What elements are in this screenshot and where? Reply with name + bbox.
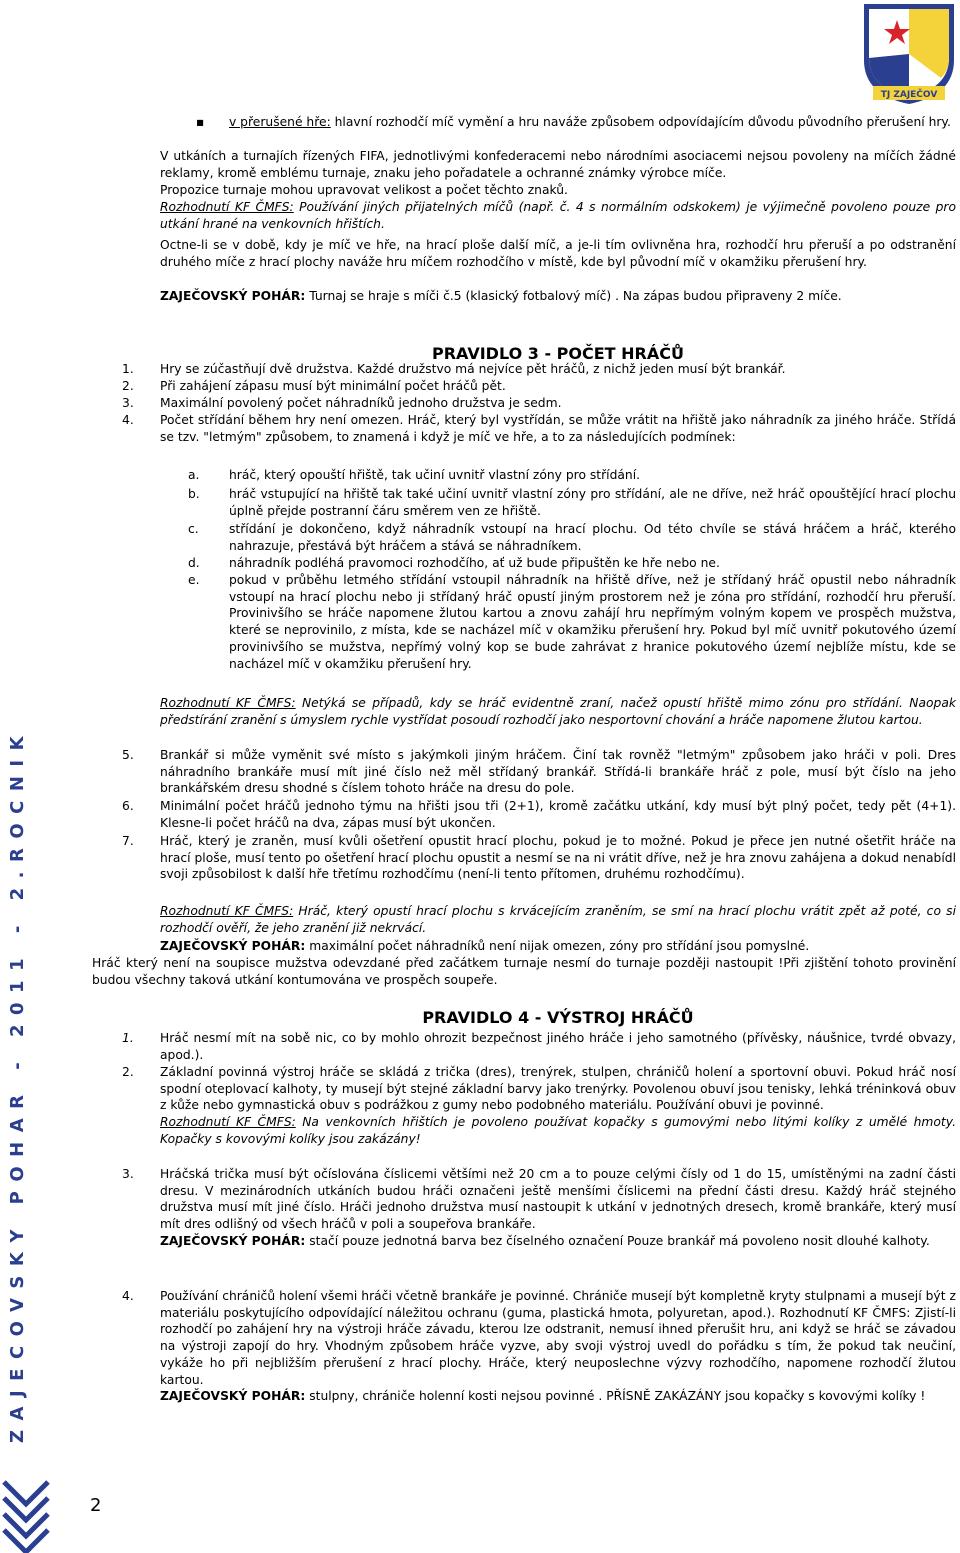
sub-item: e. pokud v průběhu letmého střídání vstoupil náhradník na hřiště dříve, než je střídaný hráč opustil nebo náhradník vstoupí na hrací plochu nebo ji střídaný hráč opustí jiným prostorem než je zóna pro střídání, rozhodčí hru přeruší. Provinivšího se hráče napomene žlutou kartou a znovu zahájí hru nepřímým volným kopem ve prospěch mužstva, které se neprovinilo, z místa, kde se nacházel míč v okamžiku přerušení hry. Pokud byl míč uvnitř pokutového území provinivšího se mužstva, nepřímý volný kop se bude zahrávat z hranice pokutového území nejblíže místu, kde se nacházel míč v okamžiku přerušení hry. <box>188 573 956 671</box>
list-item: 3. Hráčská trička musí být očíslována číslicemi většími než 20 cm a to pouze celými čísly od 1 do 15, umístěnými na zadní části dresu. V mezinárodních utkáních budou hráči označeni ještě menšími číslicemi na přední části dresu. Každý hráč stejného družstva musí mít jiné číslo. Hráči jednoho družstva musí nastoupit k utkání v jednotných dresech, kromě brankáře, který musí mít dres odlišný od všech hráčů v poli a soupeřova brankáře. ZAJEČOVSKÝ POHÁR: stačí pouze jednotná barva bez číselného označení Pouze brankář má povoleno nosit dlouhé kalhoty. <box>122 1167 956 1248</box>
club-logo <box>859 0 959 108</box>
rule3-heading: PRAVIDLO 3 - POČET HRÁČŮ <box>432 344 684 363</box>
list-item: 5. Brankář si může vyměnit své místo s jakýmkoli jiným hráčem. Činí tak rovněž "letmým" způsobem jako hráči v poli. Dres náhradního brankáře musí mít jiné číslo než měl střídaný brankář. Střídá-li brankáře hráč z pole, musí být číslo na jeho brankářském dresu shodné s číslem tohoto hráče na dresu do pole. <box>122 748 956 796</box>
list-item: 2. Základní povinná výstroj hráče se skládá z trička (dres), trenýrek, stulpen, chráničů holení a sportovní obuvi. Pokud hráč nosí spodní oteplovací kalhoty, ty musejí být stejné základní barvy jako trenýrky. Povolenou obuví jsou tenisky, lehká tréninková obuv z kůže nebo gymnastická obuv s podrážkou z gumy nebo podobného materiálu. Používání obuvi je povinné. Rozhodnutí KF ČMFS: Na venkovních hřištích je povoleno používat kopačky s gumovými nebo litými kolíky z umělé hmoty. Kopačky s kovovými kolíky jsou zakázány! <box>122 1065 956 1146</box>
sub-item: c. střídání je dokončeno, když náhradník vstoupí na hrací plochu. Od této chvíle se stává hráčem a hráč, kterého nahrazuje, přestává být hráčem a stává se náhradníkem. <box>188 522 956 553</box>
page-number: 2 <box>90 1495 102 1516</box>
list-item: 4. Počet střídání během hry není omezen. Hráč, který byl vystřídán, se může vrátit na hřiště jako náhradník za jiného hráče. Střídá se tzv. "letmým" způsobem, to znamená i když je míč ve hře, a to za následujících podmínek: <box>122 413 956 444</box>
zp-roster-rule: Hráč který není na soupisce mužstva odevzdané před začátkem turnaje nesmí do turnaje později nastoupit !Při zjištění tohoto provinění budou všechny taková utkání kontumována ve prospěch soupeře. <box>92 956 956 987</box>
list-item: 3. Maximální povolený počet náhradníků jednoho družstva je sedm. <box>122 396 562 410</box>
bullet-label: v přerušené hře: <box>229 115 331 129</box>
sub-item: d. náhradník podléhá pravomoci rozhodčího, ať už bude připuštěn ke hře nebo ne. <box>188 556 720 570</box>
paragraph-ads: V utkáních a turnajích řízených FIFA, jednotlivými konfederacemi nebo národními asociacemi nejsou povoleny na míčích žádné reklamy, kromě emblému turnaje, znaku jeho pořadatele a ochranné známky výrobce míče. <box>160 149 956 180</box>
rule4-heading: PRAVIDLO 4 - VÝSTROJ HRÁČŮ <box>422 1008 694 1027</box>
logo-text: TJ ZAJEČOV <box>880 90 938 100</box>
list-item: 2. Při zahájení zápasu musí být minimální počet hráčů pět. <box>122 379 506 393</box>
sub-item: a. hráč, který opouští hřiště, tak učiní uvnitř vlastní zóny pro střídání. <box>188 468 641 482</box>
paragraph-propozice: Propozice turnaje mohou upravovat velikost a počet těchto znaků. <box>160 183 568 197</box>
chevron-decoration-icon <box>0 1460 60 1553</box>
zp-substitutes: ZAJEČOVSKÝ POHÁR: maximální počet náhradníků není nijak omezen, zóny pro střídání jsou pomyslné. <box>160 939 810 953</box>
decision-injury: Rozhodnutí KF ČMFS: Netýká se případů, kdy se hráč evidentně zraní, načež opustí hřiště mimo zónu pro střídání. Naopak předstírání zranění s úmyslem rychle vystřídat posoudí rozhodčí jako nesportovní chování a hráče napomene žlutou kartou. <box>160 696 956 727</box>
decision-bleeding: Rozhodnutí KF ČMFS: Hráč, který opustí hrací plochu s krvácejícím zraněním, se smí na hrací plochu vrátit zpět až poté, co si rozhodčí ověří, že jeho zranění již nekrvácí. <box>160 904 956 935</box>
paragraph-second-ball: Octne-li se v době, kdy je míč ve hře, na hrací ploše další míč, a je-li tím ovlivněna hra, rozhodčí hru přeruší a po odstranění druhého míče z hrací plochy naváže hru míčem rozhodčího v místě, kde byl původní míč v okamžiku přerušení hry. <box>160 238 956 269</box>
list-item: 6. Minimální počet hráčů jednoho týmu na hřišti jsou tři (2+1), kromě začátku utkání, kdy musí být plný počet, tedy pět (4+1). Klesne-li počet hráčů na dva, zápas musí být ukončen. <box>122 799 956 830</box>
list-item: 1. Hry se zúčastňují dvě družstva. Každé družstvo má nejvíce pět hráčů, z nichž jeden musí být brankář. <box>122 362 786 376</box>
decision-ball: Rozhodnutí KF ČMFS: Používání jiných přijatelných míčů (např. č. 4 s normálním odskokem) je výjimečně povoleno pouze pro utkání hrané na venkovních hřištích. <box>160 200 956 231</box>
vertical-side-text: ZAJECOVSKY POHAR - 2011 - 2.ROCNIK <box>7 726 28 1443</box>
list-item: 4. Používání chráničů holení všemi hráči včetně brankáře je povinné. Chrániče musejí být kompletně kryty stulpnami a musejí být z materiálu poskytujícího odpovídající náležitou ochranu (guma, plastická hmota, polyuretan, apod.). Rozhodnutí KF ČMFS: Zjistí-li rozhodčí po zahájení hry na výstroji hráče závadu, kterou lze odstranit, nemusí ihned přerušit hru, ani když se hráč se závadou na výstroji zapojí do hry. Vhodným způsobem hráče vyzve, aby svoji výstroj uvedl do pořádku s tím, že pokud tak neučiní, vykáže ho při nejbližším přerušení z hrací plochy. Hráče, který neuposlechne výzvy rozhodčího, napomene rozhodčí žlutou kartou. ZAJEČOVSKÝ POHÁR: stulpny, chrániče holenní kosti nejsou povinné . PŘÍSNĚ ZAKÁZÁNY jsou kopačky s kovovými kolíky ! <box>122 1289 956 1404</box>
list-item: 7. Hráč, který je zraněn, musí kvůli ošetření opustit hrací plochu, pokud je to možné. Pokud je přece jen nutné ošetřit hráče na hrací ploše, musí tento po ošetření hrací plochu opustit a nesmí se na ni vrátit dříve, než je hra znovu zahájena a dokud nenabídl svoji způsobilost k další hře třetímu rozhodčímu (není-li tento přítomen, druhému rozhodčímu). <box>122 834 956 882</box>
bullet-item: ▪ v přerušené hře: hlavní rozhodčí míč vymění a hru naváže způsobem odpovídajícím důvodu původního přerušení hry. <box>196 115 951 129</box>
zp-ball-rule: ZAJEČOVSKÝ POHÁR: Turnaj se hraje s míči č.5 (klasický fotbalový míč) . Na zápas budou připraveny 2 míče. <box>160 289 842 303</box>
list-item: 1. Hráč nesmí mít na sobě nic, co by mohlo ohrozit bezpečnost jiného hráče i jeho samotného (přívěsky, náušnice, tvrdé obvazy, apod.). <box>122 1031 956 1062</box>
sub-item: b. hráč vstupující na hřiště tak také učiní uvnitř vlastní zóny pro střídání, ale ne dříve, než hráč opouštějící hrací plochu úplně přejde postranní čáru směrem ven ze hřiště. <box>188 487 956 518</box>
